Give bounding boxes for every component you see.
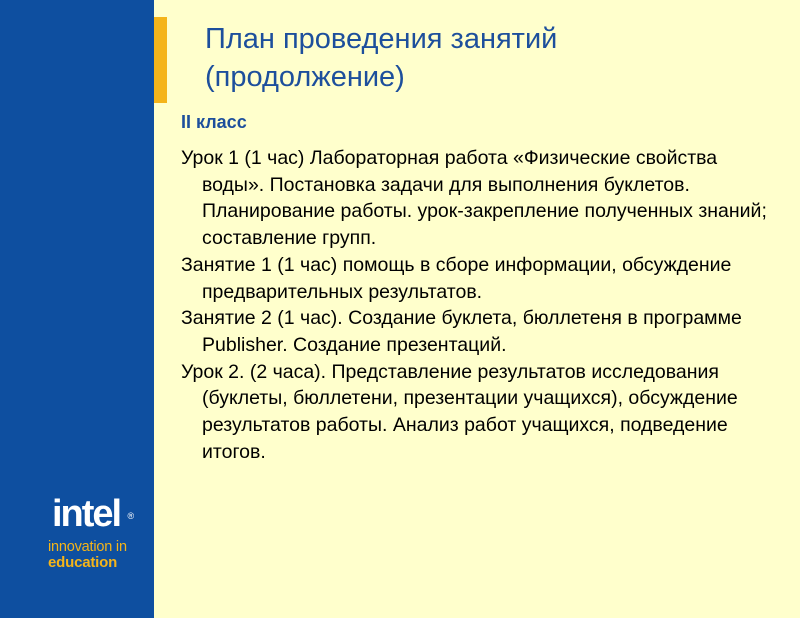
- tagline-line-2: education: [48, 554, 118, 571]
- slide-title-line-2: (продолжение): [205, 61, 405, 93]
- lesson-plan-item: Урок 1 (1 час) Лабораторная работа «Физические свойства воды». Постановка задачи для выполнения буклетов. Планирование работы. урок-закрепление полученных знаний; составление групп.: [181, 147, 767, 250]
- grade-subheading: II класс: [181, 112, 247, 132]
- lesson-plan-item: Урок 2. (2 часа). Представление результатов исследования (буклеты, бюллетени, презентации учащихся), обсуждение результатов работы. Анализ работ учащихся, подведение итогов.: [181, 360, 738, 463]
- gold-accent-bar: [154, 17, 167, 103]
- slide-content: [181, 109, 781, 465]
- intel-logo: [48, 494, 148, 570]
- lesson-plan-list: [181, 145, 781, 465]
- lesson-plan-item: Занятие 1 (1 час) помощь в сборе информации, обсуждение предварительных результатов.: [181, 253, 732, 303]
- lesson-plan-item: Занятие 2 (1 час). Создание буклета, бюллетеня в программе Publisher. Создание презентаций.: [181, 307, 742, 356]
- slide-title-line-1: План проведения занятий: [205, 23, 558, 55]
- sidebar-band: [0, 0, 154, 618]
- tagline-line-1: innovation in: [48, 539, 127, 555]
- logo-tagline: [48, 540, 148, 570]
- intel-wordmark-text: intel: [52, 493, 121, 535]
- intel-wordmark: [48, 493, 135, 535]
- slide-title: [205, 20, 557, 96]
- registered-mark: ®: [127, 511, 135, 521]
